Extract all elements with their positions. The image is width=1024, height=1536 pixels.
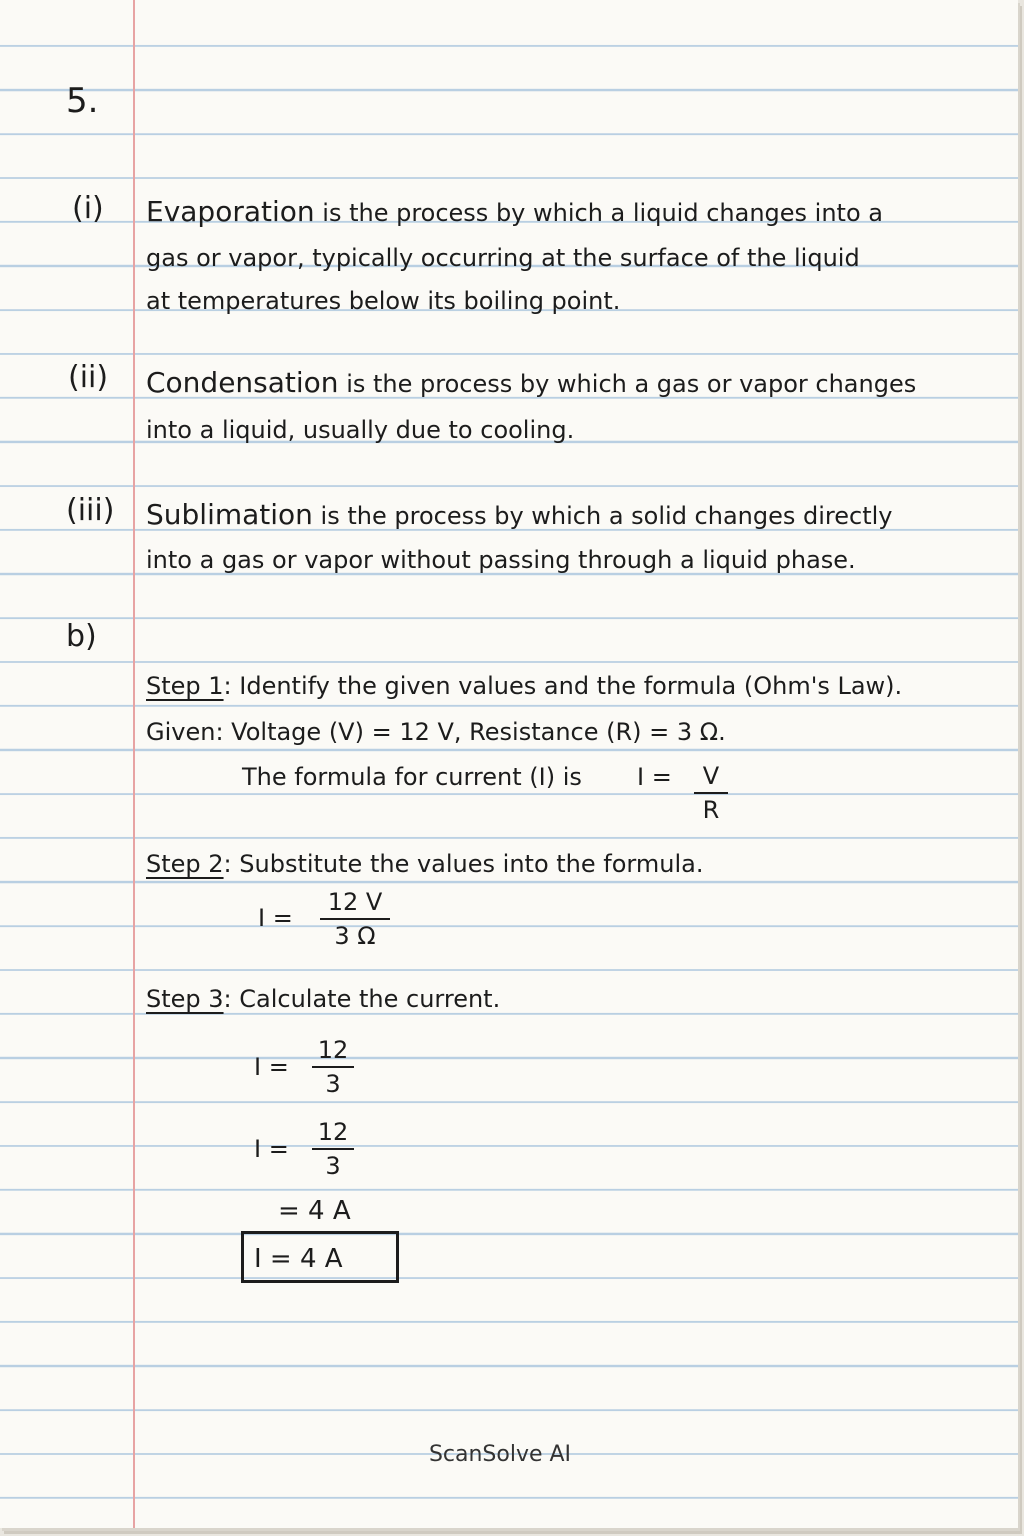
part-i-line-3: at temperatures below its boiling point.	[146, 287, 621, 315]
step-2-lhs: I =	[258, 904, 293, 932]
part-iii-text-1: is the process by which a solid changes directly	[312, 502, 893, 530]
eq-3: = 4 A	[278, 1196, 351, 1226]
term-evaporation: Evaporation	[146, 195, 315, 228]
formula-text: The formula for current (I) is	[242, 763, 582, 791]
step-2-label: Step 2	[146, 850, 224, 878]
step-1-text: : Identify the given values and the formula (Ohm's Law).	[223, 672, 903, 700]
formula-denominator: R	[702, 796, 720, 824]
part-i-line-2: gas or vapor, typically occurring at the surface of the liquid	[146, 244, 860, 272]
part-b-label: b)	[66, 619, 97, 654]
eq-2-fraction	[312, 1118, 354, 1180]
step-2-fraction	[320, 888, 390, 950]
part-iii-label: (iii)	[66, 493, 115, 528]
step-2-denominator: 3 Ω	[334, 922, 376, 950]
given-values: Given: Voltage (V) = 12 V, Resistance (R) = 3 Ω.	[146, 718, 726, 746]
eq-1-numerator: 12	[317, 1036, 349, 1064]
formula-fraction	[694, 762, 728, 824]
term-condensation: Condensation	[146, 366, 339, 399]
question-number: 5.	[66, 81, 99, 121]
eq-1-fraction	[312, 1036, 354, 1098]
fraction-bar	[312, 1148, 354, 1150]
step-3-label: Step 3	[146, 985, 224, 1013]
part-i-line-1	[146, 197, 883, 228]
step-1	[146, 671, 902, 701]
fraction-bar	[320, 918, 390, 920]
step-3	[146, 984, 500, 1014]
formula-numerator: V	[702, 762, 720, 790]
final-answer: I = 4 A	[254, 1244, 343, 1274]
fraction-bar	[694, 792, 728, 794]
step-3-text: : Calculate the current.	[223, 985, 501, 1013]
part-ii-line-2: into a liquid, usually due to cooling.	[146, 416, 575, 444]
step-1-label: Step 1	[146, 672, 224, 700]
eq-1-lhs: I =	[254, 1053, 289, 1081]
part-iii-line-1	[146, 500, 893, 531]
step-2	[146, 849, 703, 879]
part-i-label: (i)	[72, 191, 104, 226]
margin-line	[133, 0, 135, 1528]
part-iii-line-2: into a gas or vapor without passing through a liquid phase.	[146, 546, 856, 574]
eq-2-denominator: 3	[325, 1152, 341, 1180]
eq-2-numerator: 12	[317, 1118, 349, 1146]
step-2-numerator: 12 V	[327, 888, 383, 916]
term-sublimation: Sublimation	[146, 498, 313, 531]
part-ii-label: (ii)	[68, 360, 109, 395]
part-ii-text-1: is the process by which a gas or vapor changes	[338, 370, 917, 398]
formula-lhs: I =	[637, 763, 672, 791]
part-i-text-1: is the process by which a liquid changes into a	[314, 199, 883, 227]
footer-brand: ScanSolve AI	[428, 1442, 572, 1467]
part-ii-line-1	[146, 368, 916, 399]
eq-2-lhs: I =	[254, 1135, 289, 1163]
fraction-bar	[312, 1066, 354, 1068]
eq-1-denominator: 3	[325, 1070, 341, 1098]
step-2-text: : Substitute the values into the formula.	[223, 850, 704, 878]
